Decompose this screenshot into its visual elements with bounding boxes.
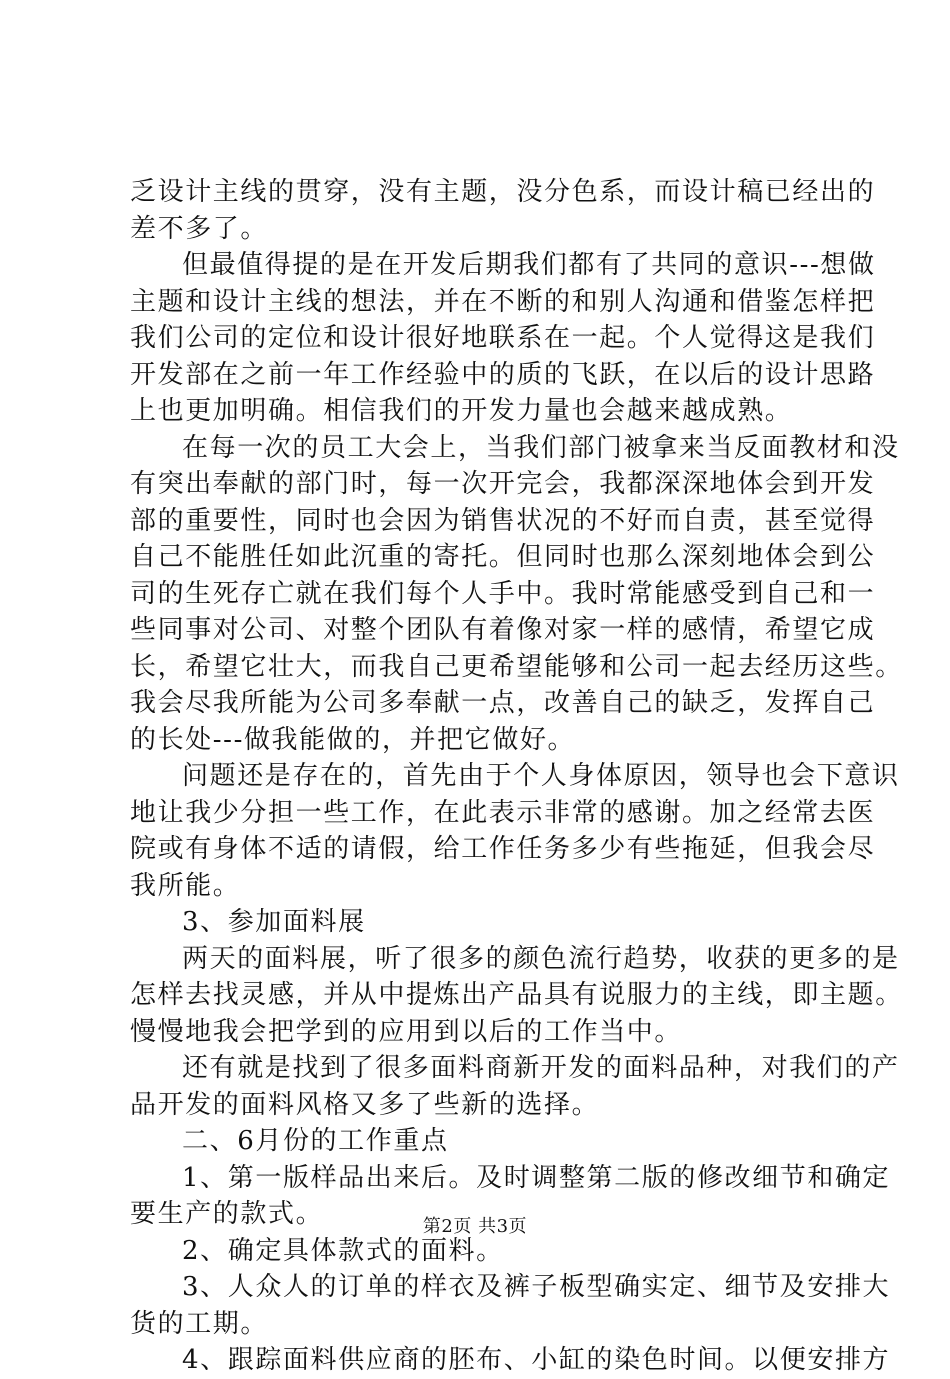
document-body <box>130 174 903 1379</box>
text-line: 长，希望它壮大，而我自己更希望能够和公司一起去经历这些。 <box>130 651 903 682</box>
text-line: 在每一次的员工大会上，当我们部门被拿来当反面教材和没 <box>182 432 900 463</box>
text-line: 上也更加明确。相信我们的开发力量也会越来越成熟。 <box>130 396 793 426</box>
text-line: 我会尽我所能为公司多奉献一点，改善自己的缺乏，发挥自己 <box>130 688 876 718</box>
text-line: 地让我少分担一些工作，在此表示非常的感谢。加之经常去医 <box>130 797 876 828</box>
text-line: 问题还是存在的，首先由于个人身体原因，领导也会下意识 <box>182 761 900 791</box>
text-line: 货的工期。 <box>130 1308 269 1339</box>
text-line: 但最值得提的是在开发后期我们都有了共同的意识---想做 <box>182 250 876 280</box>
text-line: 些同事对公司、对整个团队有着像对家一样的感情，希望它成 <box>130 615 876 645</box>
text-line: 品开发的面料风格又多了些新的选择。 <box>130 1089 600 1120</box>
text-line: 3、人众人的订单的样衣及裤子板型确实定、细节及安排大 <box>182 1272 891 1302</box>
text-line: 主题和设计主线的想法，并在不断的和别人沟通和借鉴怎样把 <box>130 286 876 317</box>
text-line: 怎样去找灵感，并从中提炼出产品具有说服力的主线，即主题。 <box>130 980 903 1010</box>
text-line: 差不多了。 <box>130 213 269 244</box>
text-line: 3、参加面料展 <box>182 907 366 937</box>
text-line: 我所能。 <box>130 870 241 901</box>
text-line: 两天的面料展，听了很多的颜色流行趋势，收获的更多的是 <box>182 943 900 974</box>
text-line: 开发部在之前一年工作经验中的质的飞跃，在以后的设计思路 <box>130 359 876 390</box>
text-line: 院或有身体不适的请假，给工作任务多少有些拖延，但我会尽 <box>130 834 876 864</box>
text-line: 有突出奉献的部门时，每一次开完会，我都深深地体会到开发 <box>130 469 876 499</box>
text-line: 慢慢地我会把学到的应用到以后的工作当中。 <box>130 1016 683 1047</box>
text-line: 1、第一版样品出来后。及时调整第二版的修改细节和确定 <box>182 1162 891 1193</box>
text-line: 二、6月份的工作重点 <box>182 1126 449 1156</box>
page-footer: 第2页 共3页 <box>422 1216 528 1237</box>
text-line: 部的重要性，同时也会因为销售状况的不好而自责，甚至觉得 <box>130 505 876 536</box>
text-line: 4、跟踪面料供应商的胚布、小缸的染色时间。以便安排方 <box>182 1345 891 1375</box>
text-line: 我们公司的定位和设计很好地联系在一起。个人觉得这是我们 <box>130 323 876 353</box>
text-line: 要生产的款式。 <box>130 1199 324 1229</box>
text-line: 自己不能胜任如此沉重的寄托。但同时也那么深刻地体会到公 <box>130 542 876 572</box>
text-line: 2、确定具体款式的面料。 <box>182 1235 504 1266</box>
text-line: 还有就是找到了很多面料商新开发的面料品种，对我们的产 <box>182 1053 900 1083</box>
text-line: 乏设计主线的贯穿，没有主题，没分色系，而设计稿已经出的 <box>130 177 876 207</box>
text-line: 司的生死存亡就在我们每个人手中。我时常能感受到自己和一 <box>130 578 876 609</box>
text-line: 的长处---做我能做的，并把它做好。 <box>130 724 576 755</box>
